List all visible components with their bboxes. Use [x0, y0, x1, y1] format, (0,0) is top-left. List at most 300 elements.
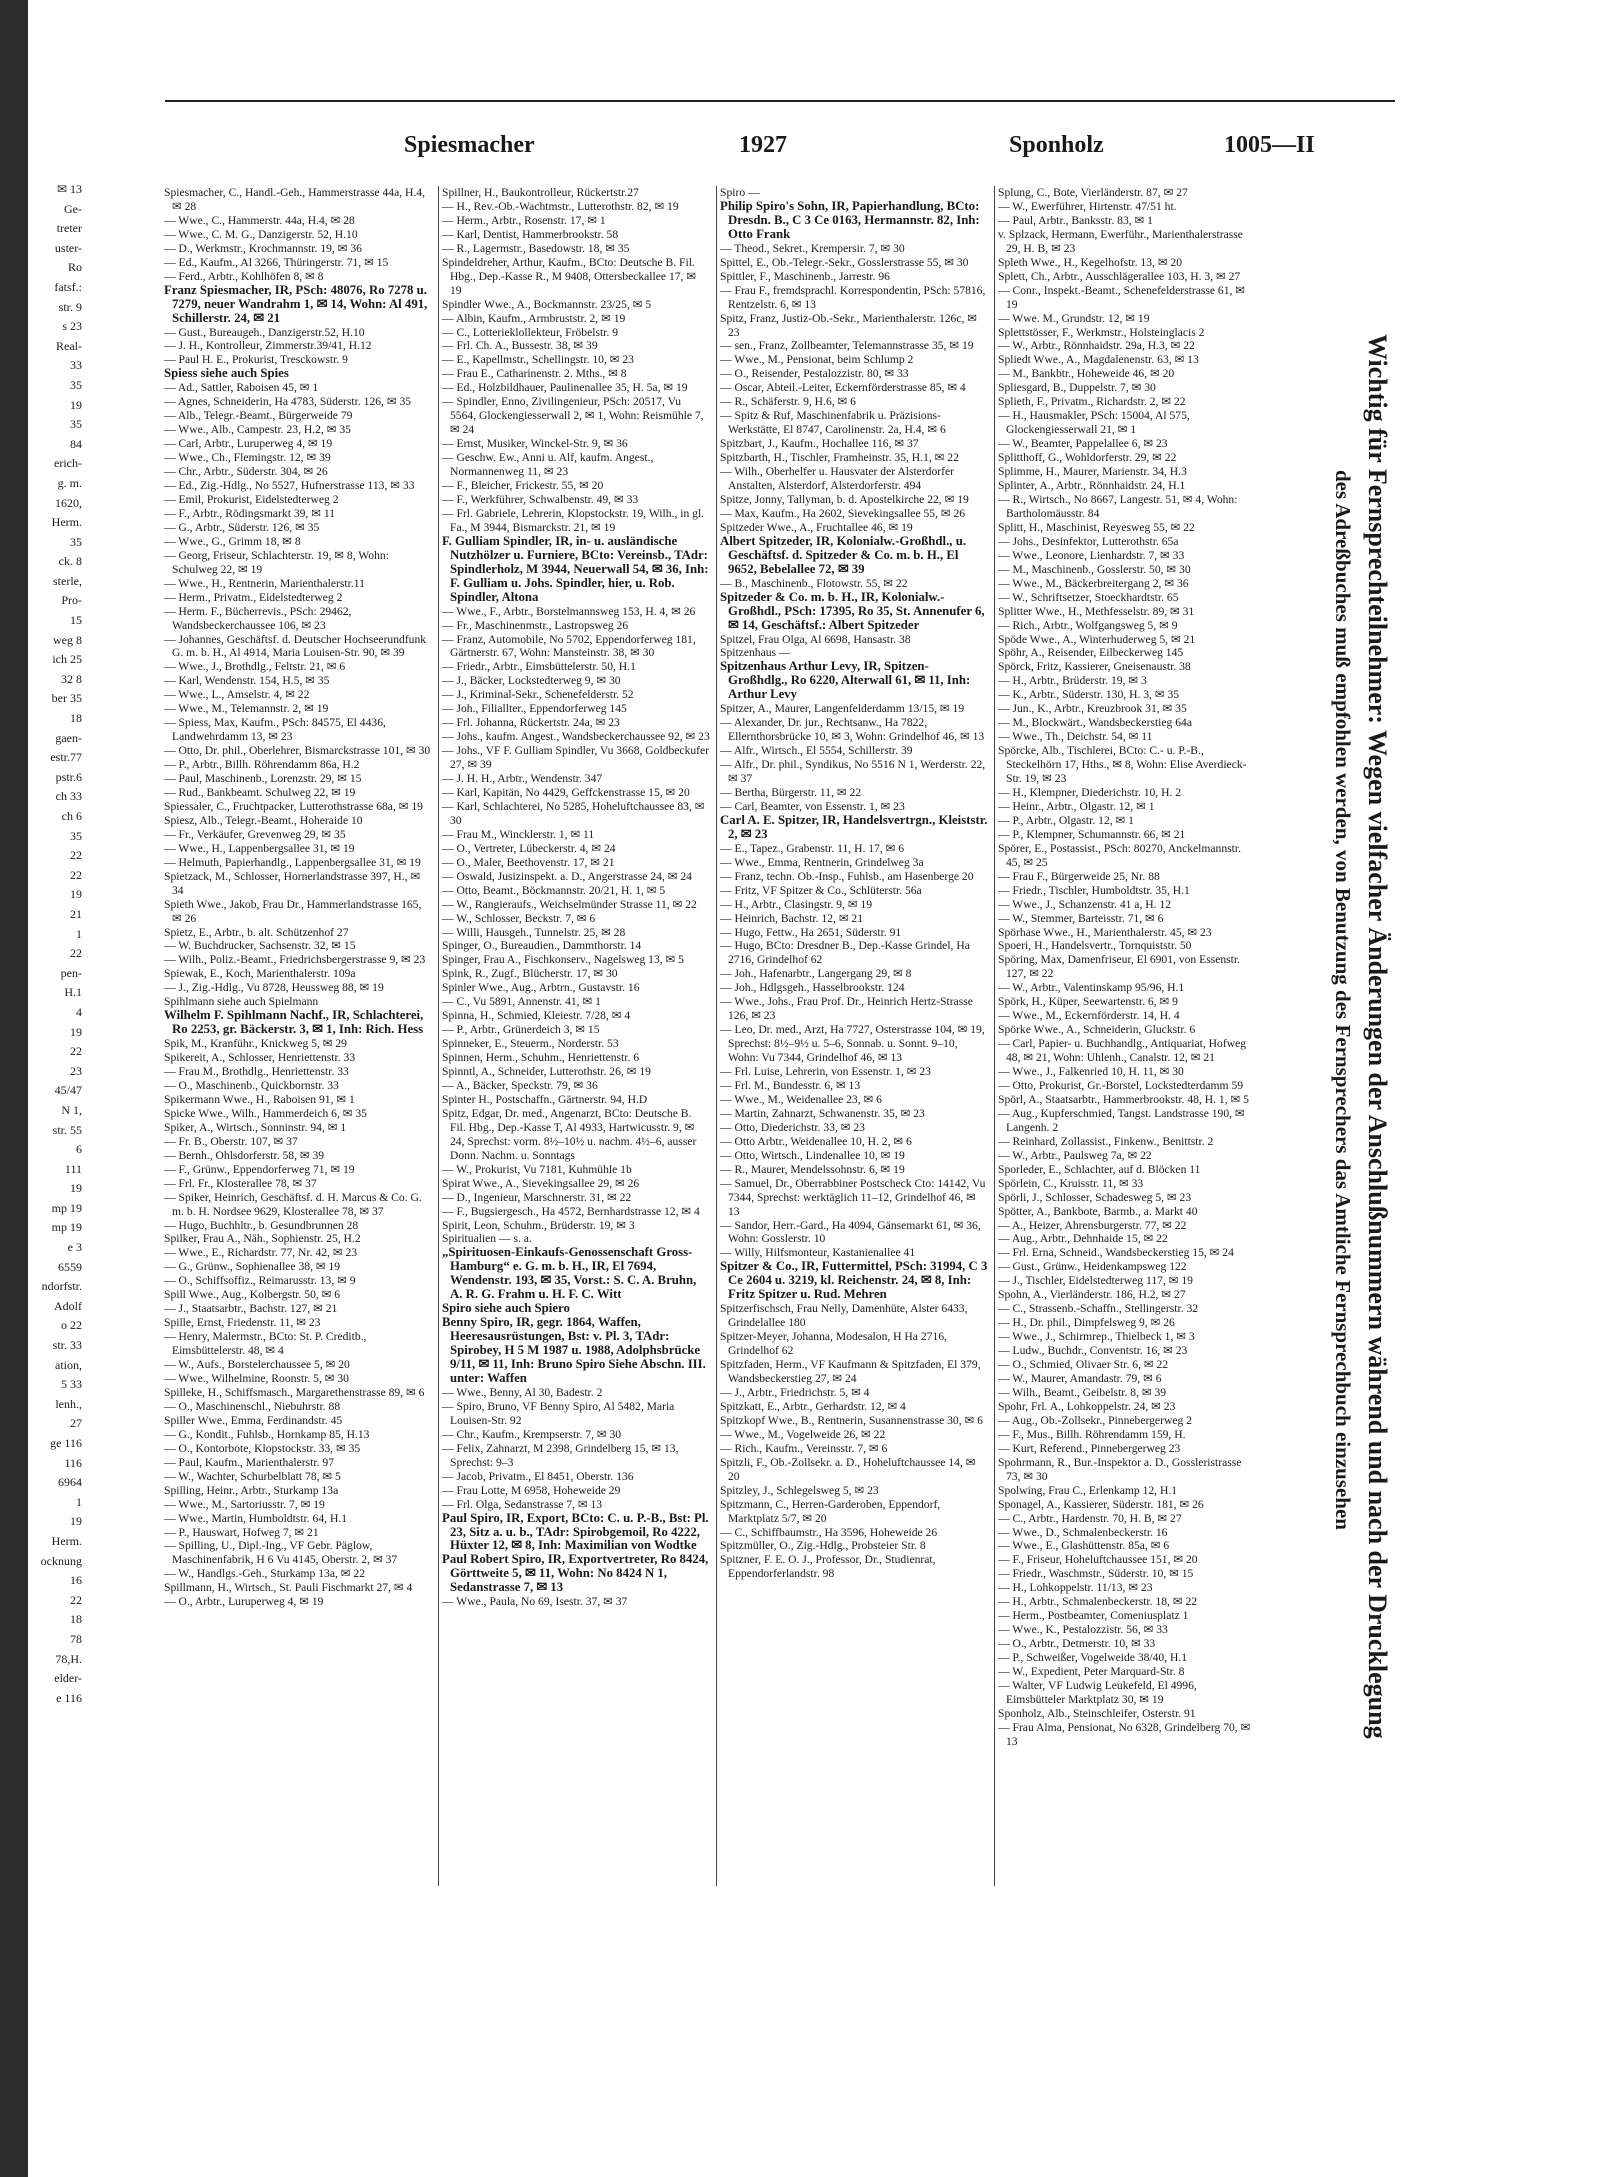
directory-entry: Spinnen, Herm., Schuhm., Henriettenstr. 6	[442, 1051, 640, 1065]
directory-entry: — Spiess, Max, Kaufm., PSch: 84575, El 4436, Landwehrdamm 13, ✉ 23	[164, 716, 386, 744]
directory-entry: — Otto, Beamt., Böckmannstr. 20/21, H. 1, ✉ 5	[442, 883, 666, 897]
directory-entry: — Wwe., G., Grimm 18, ✉ 8	[164, 534, 301, 548]
directory-entry: — H., Hausmakler, PSch: 15004, Al 575, Glockengiesserwall 21, ✉ 1	[998, 409, 1190, 437]
directory-entry: — W., Wachter, Schurbelblatt 78, ✉ 5	[164, 1469, 341, 1483]
directory-entry: — Carl, Papier- u. Buchhandlg., Antiquariat, Hofweg 48, ✉ 21, Wohn: Uhlenh., Canalstr. 12, ✉ 21	[998, 1037, 1247, 1065]
directory-entry: Spietz, E., Arbtr., b. alt. Schützenhof 27	[164, 925, 349, 939]
left-strip-fragment: 6559	[58, 1259, 82, 1274]
directory-entry: — F., Mus., Billh. Röhrendamm 159, H.	[998, 1427, 1186, 1441]
directory-entry: — J. H. H., Arbtr., Wendenstr. 347	[442, 772, 603, 786]
directory-entry: — Joh., Hdlgsgeh., Hasselbrookstr. 124	[720, 981, 905, 995]
directory-entry: Spörck, Fritz, Kassierer, Gneisenaustr. 38	[998, 660, 1191, 674]
directory-entry: — C., Strassenb.-Schaffn., Stellingerstr. 32	[998, 1302, 1199, 1316]
directory-entry: Spikermann Wwe., H., Raboisen 91, ✉ 1	[164, 1092, 355, 1106]
binding-gutter	[0, 0, 28, 2177]
directory-entry: Spill Wwe., Aug., Kolbergstr. 50, ✉ 6	[164, 1288, 341, 1302]
left-strip-fragment: ocknung	[40, 1553, 82, 1568]
directory-entry: Spicke Wwe., Wilh., Hammerdeich 6, ✉ 35	[164, 1106, 367, 1120]
left-strip-fragment: Herm.	[51, 1533, 82, 1548]
directory-entry: — Wwe., M., Eckernförderstr. 14, H. 4	[998, 1009, 1180, 1023]
directory-entry: — Rich., Arbtr., Wolfgangsweg 5, ✉ 9	[998, 618, 1178, 632]
directory-entry: — Albin, Kaufm., Armbruststr. 2, ✉ 19	[442, 311, 626, 325]
directory-entry: Spleth Wwe., H., Kegelhofstr. 13, ✉ 20	[998, 255, 1183, 269]
left-strip-fragment: 4	[76, 1004, 82, 1019]
directory-entry: — Emil, Prokurist, Eidelstedterweg 2	[164, 492, 339, 506]
left-strip-fragment: 21	[70, 906, 82, 921]
left-strip-fragment: 19	[70, 887, 82, 902]
directory-entry: — F., Friseur, Hoheluftchaussee 151, ✉ 20	[998, 1553, 1198, 1567]
directory-entry: — J., Kriminal-Sekr., Schenefelderstr. 52	[442, 688, 634, 702]
left-strip-fragment: str. 33	[52, 1338, 82, 1353]
page-header	[104, 132, 1384, 172]
directory-entry: — Wwe., J., Falkenried 10, H. 11, ✉ 30	[998, 1065, 1184, 1079]
directory-entry: — Rich., Kaufm., Vereinsstr. 7, ✉ 6	[720, 1441, 888, 1455]
directory-entry: — W., Handlgs.-Geh., Sturkamp 13a, ✉ 22	[164, 1567, 365, 1581]
column-3	[720, 186, 988, 2026]
directory-entry: — R., Schäferstr. 9, H.6, ✉ 6	[720, 395, 856, 409]
directory-entry: Spindeldreher, Arthur, Kaufm., BCto: Deutsche B. Fil. Hbg., Dep.-Kasse R., M 9408, Ottersbeckallee 17, ✉ 19	[442, 255, 697, 297]
left-strip-fragment: 6	[76, 1142, 82, 1157]
directory-entry: — Otto, Diederichstr. 33, ✉ 23	[720, 1120, 865, 1134]
directory-entry: — Wwe., M., Bäckerbreitergang 2, ✉ 36	[998, 576, 1189, 590]
directory-entry: Splett, Ch., Arbtr., Ausschlägerallee 103, H. 3, ✉ 27	[998, 269, 1241, 283]
sidebar-notice-main: Wichtig für Fernsprechteilnehmer: Wegen vielfacher Änderungen der Anschlußnummern während und nach der Drucklegung	[1363, 334, 1392, 1739]
directory-entry: Spikereit, A., Schlosser, Henriettenstr. 33	[164, 1051, 356, 1065]
directory-entry: — F., Bugsiergesch., Ha 4572, Bernhardstrasse 12, ✉ 4	[442, 1204, 700, 1218]
directory-entry: — Wwe., Th., Deichstr. 54, ✉ 11	[998, 730, 1153, 744]
directory-entry: — Theod., Sekret., Krempersir. 7, ✉ 30	[720, 241, 905, 255]
directory-entry: — P., Arbtr., Billh. Röhrendamm 86a, H.2	[164, 758, 360, 772]
directory-entry: — Wwe., F., Arbtr., Borstelmannsweg 153, H. 4, ✉ 26	[442, 604, 696, 618]
directory-entry: — Karl, Schlachterei, No 5285, Hoheluftchaussee 83, ✉ 30	[442, 799, 705, 827]
left-strip-fragment: o 22	[61, 1318, 82, 1333]
left-strip-fragment: 78	[70, 1631, 82, 1646]
directory-entry: — Frl. M., Bundesstr. 6, ✉ 13	[720, 1079, 861, 1092]
directory-entry: — G., Arbtr., Süderstr. 126, ✉ 35	[164, 520, 320, 534]
directory-entry: — Johs., VF F. Gulliam Spindler, Vu 3668, Goldbeckufer 27, ✉ 39	[442, 744, 710, 772]
directory-entry: — Ad., Sattler, Raboisen 45, ✉ 1	[164, 381, 319, 395]
directory-entry: — J., Tischler, Eidelstedterweg 117, ✉ 19	[998, 1274, 1193, 1288]
directory-entry: — F., Bleicher, Frickestr. 55, ✉ 20	[442, 479, 604, 493]
directory-entry: Splung, C., Bote, Vierländerstr. 87, ✉ 27	[998, 186, 1188, 199]
directory-entry: — C., Vu 5891, Annenstr. 41, ✉ 1	[442, 995, 601, 1009]
directory-entry: — Herm., Arbtr., Rosenstr. 17, ✉ 1	[442, 213, 606, 227]
directory-entry: Spillmann, H., Wirtsch., St. Pauli Fischmarkt 27, ✉ 4	[164, 1581, 413, 1595]
directory-entry: — J., Staatsarbtr., Bachstr. 127, ✉ 21	[164, 1302, 338, 1316]
left-strip-fragment: ch 33	[55, 789, 82, 804]
directory-entry: Spietzack, M., Schlosser, Hornerlandstrasse 397, H., ✉ 34	[164, 869, 421, 897]
directory-entry: — W., Arbtr., Rönnhaidstr. 29a, H.3, ✉ 22	[998, 339, 1195, 353]
directory-entry: Spitzer-Meyer, Johanna, Modesalon, H Ha 2716, Grindelhof 62	[720, 1330, 947, 1358]
left-strip-fragment: 32 8	[61, 671, 82, 686]
directory-entry: Spitzenhaus Arthur Levy, IR, Spitzen-Großhdlg., Ro 6220, Alterwall 61, ✉ 11, Inh: Arthur Levy	[720, 659, 971, 702]
directory-entry: — Wwe., Emma, Rentnerin, Grindelweg 3a	[720, 855, 924, 869]
directory-entry: Carl A. E. Spitzer, IR, Handelsvertrgn., Kleiststr. 2, ✉ 23	[720, 812, 988, 841]
directory-entry: — Frl. Fr., Klosterallee 78, ✉ 37	[164, 1176, 317, 1190]
directory-entry: — Franz, techn. Ob.-Insp., Fuhlsb., am Hasenberge 20	[720, 869, 974, 883]
left-strip-fragment: Pro-	[61, 593, 82, 608]
left-strip-fragment: treter	[56, 221, 82, 236]
directory-entry: Spindler Wwe., A., Bockmannstr. 23/25, ✉ 5	[442, 297, 652, 311]
directory-entry: Spörli, J., Schlosser, Schadesweg 5, ✉ 23	[998, 1190, 1192, 1204]
directory-entry: — B., Maschinenb., Flotowstr. 55, ✉ 22	[720, 576, 908, 590]
directory-entry: Spitz, Franz, Justiz-Ob.-Sekr., Marienthalerstr. 126c, ✉ 23	[720, 311, 977, 339]
directory-entry: Albert Spitzeder, IR, Kolonialw.-Großhdl., u. Geschäftsf. d. Spitzeder & Co. m. b. H., El 9652, Bebelallee 72, ✉ 39	[720, 533, 967, 576]
directory-entry: — Johs., Desinfektor, Lutterothstr. 65a	[998, 534, 1179, 548]
left-strip-fragment: str. 9	[58, 299, 82, 314]
left-strip-fragment: ch 6	[61, 809, 82, 823]
directory-entry: — R., Wirtsch., No 8667, Langestr. 51, ✉ 4, Wohn: Bartholomäusstr. 84	[998, 492, 1238, 520]
left-strip-fragment: e 3	[67, 1240, 82, 1255]
directory-entry: — Wwe., E., Richardstr. 77, Nr. 42, ✉ 23	[164, 1246, 358, 1260]
directory-entry: — H., Rev.-Ob.-Wachtmstr., Lutterothstr. 82, ✉ 19	[442, 199, 679, 213]
directory-entry: — Fr. B., Oberstr. 107, ✉ 37	[164, 1134, 298, 1148]
directory-entry: — Frau E., Catharinenstr. 2. Mths., ✉ 8	[442, 367, 627, 381]
previous-page-strip	[28, 180, 88, 1880]
directory-entry: Spitzel, Frau Olga, Al 6698, Hansastr. 38	[720, 632, 911, 646]
page-number: 1005—II	[1224, 132, 1315, 158]
directory-entry: — Wwe., J., Schirmrep., Thielbeck 1, ✉ 3	[998, 1330, 1195, 1344]
directory-entry: — C., Schiffbaumstr., Ha 3596, Hoheweide 26	[720, 1525, 938, 1539]
directory-entry: Splitter Wwe., H., Methfesselstr. 89, ✉ 31	[998, 604, 1195, 618]
directory-entry: — Frau M., Brothdlg., Henriettenstr. 33	[164, 1065, 349, 1079]
directory-entry: Spinler Wwe., Aug., Arbtrn., Gustavstr. 16	[442, 981, 640, 995]
directory-entry: — O., Maschinenb., Quickbornstr. 33	[164, 1079, 339, 1092]
directory-entry: — Ed., Kaufm., Al 3266, Thüringerstr. 71, ✉ 15	[164, 255, 389, 269]
directory-entry: — Herm. F., Bücherrevis., PSch: 29462, Wandsbeckerchaussee 106, ✉ 23	[164, 604, 352, 632]
directory-entry: — Helmuth, Papierhandlg., Lappenbergsallee 31, ✉ 19	[164, 855, 421, 869]
directory-entry: — Frau Lotte, M 6958, Hoheweide 29	[442, 1483, 621, 1497]
directory-entry: Spinger, Frau A., Fischkonserv., Nagelsweg 13, ✉ 5	[442, 953, 684, 967]
directory-entry: — W., Rangieraufs., Weichselmünder Strasse 11, ✉ 22	[442, 897, 697, 911]
left-strip-fragment: 15	[70, 613, 82, 628]
directory-entry: Splinter, A., Arbtr., Rönnhaidstr. 24, H.1	[998, 479, 1186, 493]
column-4	[998, 186, 1258, 2026]
directory-entry: — Wwe. M., Grundstr. 12, ✉ 19	[998, 311, 1150, 325]
directory-entry: — Gust., Bureaugeh., Danzigerstr.52, H.10	[164, 325, 365, 339]
directory-entry: — Wwe., H., Lappenbergsallee 31, ✉ 19	[164, 841, 355, 855]
directory-entry: — Frl. Erna, Schneid., Wandsbeckerstieg 15, ✉ 24	[998, 1246, 1234, 1260]
directory-entry: — Wwe., Leonore, Lienhardstr. 7, ✉ 33	[998, 548, 1185, 562]
left-strip-fragment: ndorfstr.	[41, 1279, 82, 1294]
directory-entry: — Aug., Ob.-Zollsekr., Pinnebergerweg 2	[998, 1413, 1192, 1427]
directory-entry: — Wwe., C. M. G., Danzigerstr. 52, H.10	[164, 227, 358, 241]
header-year: 1927	[739, 132, 787, 158]
directory-entry: Spörk, H., Küper, Seewartenstr. 6, ✉ 9	[998, 995, 1178, 1009]
directory-entry: — Hugo, Buchhltr., b. Gesundbrunnen 28	[164, 1218, 359, 1232]
directory-entry: — O., Maler, Beethovenstr. 17, ✉ 21	[442, 855, 615, 869]
directory-entry: — H., Arbtr., Brüderstr. 19, ✉ 3	[998, 674, 1147, 688]
left-strip-fragment: uster-	[54, 240, 82, 255]
directory-entry: — Frl. Luise, Lehrerin, von Essenstr. 1, ✉ 23	[720, 1065, 931, 1079]
directory-entry: — W., Maurer, Amandastr. 79, ✉ 6	[998, 1372, 1162, 1386]
left-strip-fragment: 35	[70, 417, 82, 432]
directory-entry: — Kurt, Referend., Pinnebergerweg 23	[998, 1441, 1181, 1455]
directory-entry: — Franz, Automobile, No 5702, Eppendorferweg 181, Gärtnerstr. 67, Wohn: Mansteinstr. 38, ✉ 30	[442, 632, 696, 660]
directory-entry: Paul Spiro, IR, Export, BCto: C. u. P.-B., Bst: Pl. 23, Sitz a. u. b., TAdr: Spirobgemoil, Ro 4222, Hüxter 12, ✉ 8, Inh: Maximilian von Wodtke	[442, 1510, 709, 1553]
directory-entry: — Otto, Wirtsch., Lindenallee 10, ✉ 19	[720, 1148, 905, 1162]
left-strip-fragment: fatsf.:	[54, 279, 82, 294]
directory-entry: Spörl, A., Staatsarbtr., Hammerbrookstr. 48, H. 1, ✉ 5	[998, 1092, 1249, 1106]
directory-entry: Spitzenhaus —	[720, 646, 791, 660]
directory-entry: Franz Spiesmacher, IR, PSch: 48076, Ro 7278 u. 7279, neuer Wandrahm 1, ✉ 14, Wohn: Al 491, Schillerstr. 24, ✉ 21	[164, 282, 428, 325]
directory-entry: Wilhelm F. Spihlmann Nachf., IR, Schlachterei, Ro 2253, gr. Bäckerstr. 3, ✉ 1, Inh: Rich. Hess	[164, 1008, 424, 1037]
directory-entry: — O., Vertreter, Lübeckerstr. 4, ✉ 24	[442, 841, 616, 855]
directory-entry: — W., Beamter, Pappelallee 6, ✉ 23	[998, 437, 1168, 451]
directory-entry: Spitzley, J., Schlegelsweg 5, ✉ 23	[720, 1483, 879, 1497]
directory-entry: Spiro siehe auch Spiero	[442, 1301, 570, 1316]
directory-entry: — Paul H. E., Prokurist, Tresckowstr. 9	[164, 353, 348, 367]
directory-entry: Spohn, A., Vierländerstr. 186, H.2, ✉ 27	[998, 1288, 1186, 1302]
left-strip-fragment: 1620,	[55, 495, 82, 510]
directory-entry: Sporleder, E., Schlachter, auf d. Blöcken 11	[998, 1162, 1201, 1176]
directory-entry: — O., Arbtr., Detmerstr. 10, ✉ 33	[998, 1637, 1156, 1651]
left-strip-fragment: ber 35	[51, 691, 82, 706]
directory-entry: — W., Arbtr., Paulsweg 7a, ✉ 22	[998, 1148, 1152, 1162]
left-strip-fragment: Herm.	[51, 515, 82, 530]
directory-entry: — J., Arbtr., Friedrichstr. 5, ✉ 4	[720, 1385, 870, 1399]
left-strip-fragment: gaen-	[55, 730, 82, 745]
directory-entry: — Reinhard, Zollassist., Finkenw., Benittstr. 2	[998, 1134, 1214, 1148]
column-divider	[716, 186, 717, 1886]
left-strip-fragment: 1	[76, 926, 82, 941]
directory-entry: — Wwe., K., Pestalozzistr. 56, ✉ 33	[998, 1623, 1168, 1637]
directory-entry: Spiesz, Alb., Telegr.-Beamt., Hoheraide 10	[164, 813, 363, 827]
directory-entry: — H., Arbtr., Clasingstr. 9, ✉ 19	[720, 897, 873, 911]
directory-entry: — Johannes, Geschäftsf. d. Deutscher Hochseerundfunk G. m. b. H., Al 4914, Maria Louisen-Str. 90, ✉ 39	[164, 632, 427, 660]
directory-entry: — Wwe., Benny, Al 30, Badestr. 2	[442, 1385, 603, 1399]
left-strip-fragment: elder-	[54, 1671, 82, 1686]
directory-entry: — Friedr., Waschmstr., Süderstr. 10, ✉ 15	[998, 1567, 1194, 1581]
directory-entry: Sponholz, Alb., Steinschleifer, Osterstr. 91	[998, 1706, 1196, 1720]
directory-entry: — Frau Alma, Pensionat, No 6328, Grindelberg 70, ✉ 13	[998, 1720, 1251, 1748]
directory-entry: Spitzbarth, H., Tischler, Framheinstr. 35, H.1, ✉ 22	[720, 451, 959, 465]
directory-entry: Spötter, A., Bankbote, Barmb., a. Markt 40	[998, 1204, 1198, 1218]
directory-entry: — Friedr., Arbtr., Eimsbüttelerstr. 50, H.1	[442, 660, 636, 674]
directory-entry: — Bertha, Bürgerstr. 11, ✉ 22	[720, 785, 862, 799]
directory-entry: — Heinrich, Bachstr. 12, ✉ 21	[720, 911, 864, 925]
left-strip-fragment: s 23	[62, 319, 82, 334]
directory-entry: — Wwe., Ch., Flemingstr. 12, ✉ 39	[164, 451, 331, 465]
left-strip-fragment: 22	[70, 1592, 82, 1607]
left-strip-fragment: N 1,	[61, 1102, 82, 1117]
directory-entry: Spiessaler, C., Fruchtpacker, Lutterothstrasse 68a, ✉ 19	[164, 799, 423, 813]
directory-entry: Spitzner, F. E. O. J., Professor, Dr., Studienrat, Eppendorferlandstr. 98	[720, 1553, 936, 1581]
left-strip-fragment: 19	[70, 1024, 82, 1039]
directory-entry: Spinter H., Postschaffn., Gärtnerstr. 94, H.D	[442, 1092, 648, 1106]
directory-entry: Spitzli, F., Ob.-Zollsekr. a. D., Hoheluftchaussee 14, ✉ 20	[720, 1455, 976, 1483]
directory-entry: Spiro —	[720, 186, 760, 199]
directory-entry: — O., Schmied, Olivaer Str. 6, ✉ 22	[998, 1358, 1169, 1372]
directory-entry: — Oswald, Jusizinspekt. a. D., Angerstrasse 24, ✉ 24	[442, 869, 692, 883]
directory-entry: — Jun., K., Arbtr., Kreuzbrook 31, ✉ 35	[998, 702, 1187, 716]
directory-entry: — Samuel, Dr., Oberrabbiner Postscheck Cto: 14142, Vu 7344, Sprechst: werktäglich 11–12, Grindelhof 46, ✉ 13	[720, 1176, 986, 1218]
directory-entry: — E., Tapez., Grabenstr. 11, H. 17, ✉ 6	[720, 841, 905, 855]
left-strip-fragment: lenh.,	[55, 1396, 82, 1411]
left-strip-fragment: ation,	[55, 1357, 82, 1372]
directory-entry: Spiller Wwe., Emma, Ferdinandstr. 45	[164, 1413, 343, 1427]
left-strip-fragment: H.1	[64, 985, 82, 1000]
directory-entry: — Karl, Wendenstr. 154, H.5, ✉ 35	[164, 674, 330, 688]
directory-entry: „Spirituosen-Einkaufs-Genossenschaft Gross-Hamburg“ e. G. m. b. H., IR, El 7694, Wendenstr. 193, ✉ 35, Vorst.: S. C. A. Bruhn, A. R. G. Frahm u. H. F. C. Witt	[442, 1245, 697, 1302]
directory-entry: Spitzkatt, E., Arbtr., Gerhardstr. 12, ✉ 4	[720, 1399, 906, 1413]
directory-entry: — O., Reisender, Pestalozzistr. 80, ✉ 33	[720, 367, 909, 381]
directory-entry: — Wilh., Beamt., Geibelstr. 8, ✉ 39	[998, 1385, 1167, 1399]
directory-entry: — M., Bankbtr., Hoheweide 46, ✉ 20	[998, 367, 1175, 381]
directory-entry: — Fritz, VF Spitzer & Co., Schlüterstr. 56a	[720, 883, 922, 897]
directory-entry: Sponagel, A., Kassierer, Süderstr. 181, ✉ 26	[998, 1497, 1204, 1511]
directory-entry: Spörhase Wwe., H., Marienthalerstr. 45, ✉ 23	[998, 925, 1212, 939]
directory-entry: — Rud., Bankbeamt. Schulweg 22, ✉ 19	[164, 785, 356, 799]
directory-entry: — Aug., Kupferschmied, Tangst. Landstrasse 190, ✉ Langenh. 2	[998, 1106, 1245, 1134]
directory-entry: — Otto, Dr. phil., Oberlehrer, Bismarckstrasse 101, ✉ 30	[164, 744, 431, 758]
directory-entry: — Conr., Inspekt.-Beamt., Schenefelderstrasse 61, ✉ 19	[998, 283, 1246, 311]
directory-entry: — sen., Franz, Zollbeamter, Telemannstrasse 35, ✉ 19	[720, 339, 974, 353]
left-strip-fragment: 111	[64, 1161, 82, 1176]
directory-entry: — J., Bäcker, Lockstedterweg 9, ✉ 30	[442, 674, 621, 688]
left-strip-fragment: mp 19	[51, 1200, 82, 1215]
directory-entry: — H., Lohkoppelstr. 11/13, ✉ 23	[998, 1581, 1153, 1595]
directory-entry: — P., Arbtr., Olgastr. 12, ✉ 1	[998, 813, 1134, 827]
directory-entry: Spörer, E., Postassist., PSch: 80270, Anckelmannstr. 45, ✉ 25	[998, 841, 1242, 869]
left-strip-fragment: Adolf	[54, 1298, 82, 1313]
directory-entry: — G., Grünw., Sophienallee 38, ✉ 19	[164, 1260, 341, 1274]
directory-entry: — R., Lagermstr., Basedowstr. 18, ✉ 35	[442, 241, 630, 255]
directory-entry: Splitthoff, G., Wohldorferstr. 29, ✉ 22	[998, 451, 1177, 465]
directory-entry: — Heinr., Arbtr., Olgastr. 12, ✉ 1	[998, 799, 1155, 813]
left-strip-fragment: e 116	[56, 1690, 82, 1705]
left-strip-fragment: 78,H.	[55, 1651, 82, 1666]
directory-entry: — Chr., Kaufm., Krempserstr. 7, ✉ 30	[442, 1427, 622, 1441]
directory-entry: — C., Arbtr., Hardenstr. 70, H. B, ✉ 27	[998, 1511, 1182, 1525]
left-strip-fragment: 16	[70, 1573, 82, 1588]
directory-entry: Spitzmann, C., Herren-Garderoben, Eppendorf, Marktplatz 5/7, ✉ 20	[720, 1497, 941, 1525]
left-strip-fragment: Ro	[67, 260, 82, 275]
directory-entry: Spliesgard, B., Duppelstr. 7, ✉ 30	[998, 381, 1156, 395]
directory-entry: — Chr., Arbtr., Süderstr. 304, ✉ 26	[164, 465, 328, 479]
directory-entry: — O., Kontorbote, Klopstockstr. 33, ✉ 35	[164, 1441, 361, 1455]
left-strip-fragment: sterle,	[53, 573, 82, 588]
directory-entry: — W., Prokurist, Vu 7181, Kuhmühle 1b	[442, 1162, 632, 1176]
directory-entry: — Alb., Telegr.-Beamt., Bürgerweide 79	[164, 409, 353, 423]
directory-entry: Spohrmann, R., Bur.-Inspektor a. D., Gossleristrasse 73, ✉ 30	[998, 1455, 1242, 1483]
directory-entry: Spiritualien — s. a.	[442, 1232, 532, 1246]
directory-entry: — Johs., kaufm. Angest., Wandsbeckerchaussee 92, ✉ 23	[442, 730, 710, 744]
directory-entry: — K., Arbtr., Süderstr. 130, H. 3, ✉ 35	[998, 688, 1180, 702]
directory-entry: — F., Arbtr., Rödingsmarkt 39, ✉ 11	[164, 506, 335, 520]
column-divider	[994, 186, 995, 1886]
directory-entry: — Max, Kaufm., Ha 2602, Sievekingsallee 55, ✉ 26	[720, 506, 966, 520]
directory-entry: — Karl, Kapitän, No 4429, Geffckenstrasse 15, ✉ 20	[442, 785, 690, 799]
directory-entry: Spieth Wwe., Jakob, Frau Dr., Hammerlandstrasse 165, ✉ 26	[164, 897, 422, 925]
directory-entry: Splieth, F., Privatm., Richardstr. 2, ✉ 22	[998, 395, 1186, 409]
directory-entry: Spille, Ernst, Friedenstr. 11, ✉ 23	[164, 1316, 321, 1330]
left-strip-fragment: mp 19	[51, 1220, 82, 1235]
directory-entry: — H., Arbtr., Schmalenbeckerstr. 18, ✉ 22	[998, 1595, 1198, 1609]
directory-entry: Spitzeder & Co. m. b. H., IR, Kolonialw.-Großhdl., PSch: 17395, Ro 35, St. Annenufer 6, ✉ 14, Geschäftsf.: Albert Spitzeder	[720, 589, 985, 632]
left-strip-fragment: ck. 8	[58, 554, 82, 569]
left-strip-fragment: 22	[70, 867, 82, 882]
directory-entry: — Wilh., Poliz.-Beamt., Friedrichsbergerstrasse 9, ✉ 23	[164, 953, 426, 967]
column-divider	[438, 186, 439, 1886]
left-strip-fragment: 22	[70, 848, 82, 863]
directory-entry: — Wwe., Johs., Frau Prof. Dr., Heinrich Hertz-Strasse 126, ✉ 23	[720, 995, 973, 1023]
left-strip-fragment: g. m.	[57, 475, 82, 490]
directory-entry: Spöde Wwe., A., Winterhuderweg 5, ✉ 21	[998, 632, 1196, 646]
directory-entry: — Ed., Holzbildhauer, Paulinenallee 35, H. 5a, ✉ 19	[442, 381, 688, 395]
directory-entry: Splitt, H., Maschinist, Reyesweg 55, ✉ 22	[998, 520, 1195, 534]
directory-entry: Spöring, Max, Damenfriseur, El 6901, von Essenstr. 127, ✉ 22	[998, 953, 1241, 981]
left-strip-fragment: ✉ 13	[56, 182, 82, 196]
directory-entry: — Fr., Maschinenmstr., Lastropsweg 26	[442, 618, 629, 632]
left-strip-fragment: 35	[70, 828, 82, 843]
left-strip-fragment: 5 33	[61, 1377, 82, 1392]
left-strip-fragment: ge 116	[50, 1436, 82, 1450]
directory-entry: Splimme, H., Maurer, Marienstr. 34, H.3	[998, 465, 1187, 479]
directory-entry: — Wwe., Wilhelmine, Roonstr. 5, ✉ 30	[164, 1372, 349, 1386]
directory-entry: F. Gulliam Spindler, IR, in- u. ausländische Nutzhölzer u. Furniere, BCto: Vereinsb., TAdr: Spindlerholz, M 3944, Neuerwall 54, ✉ 36, Inh: F. Gulliam u. Johs. Spindler, hier, u. Rob. Spindler, Altona	[442, 533, 709, 604]
directory-entry: — Ludw., Buchdr., Conventstr. 16, ✉ 23	[998, 1344, 1188, 1358]
left-strip-fragment: ich 25	[52, 652, 82, 667]
directory-entry: — Karl, Dentist, Hammerbrookstr. 58	[442, 227, 619, 241]
directory-entry: — M., Maschinenb., Gosslerstr. 50, ✉ 30	[998, 562, 1191, 576]
directory-entry: Spörlein, C., Kruisstr. 11, ✉ 33	[998, 1176, 1144, 1190]
directory-entry: — O., Arbtr., Luruperweg 4, ✉ 19	[164, 1595, 324, 1609]
directory-entry: Spiker, A., Wirtsch., Sonninstr. 94, ✉ 1	[164, 1120, 347, 1134]
directory-entry: Philip Spiro's Sohn, IR, Papierhandlung, BCto: Dresdn. B., C 3 Ce 0163, Hermannstr. 82, Inh: Otto Frank	[720, 198, 980, 241]
directory-entry: — W., Schriftsetzer, Stoeckhardtstr. 65	[998, 590, 1179, 604]
directory-entry: — Henry, Malermstr., BCto: St. P. Creditb., Eimsbüttelerstr. 48, ✉ 4	[164, 1330, 367, 1358]
left-strip-fragment: 19	[70, 1514, 82, 1529]
directory-entry: — D., Werkmstr., Krochmannstr. 19, ✉ 36	[164, 241, 362, 255]
left-strip-fragment: 19	[70, 1181, 82, 1196]
left-strip-fragment: 84	[70, 436, 82, 451]
directory-entry: — Otto Arbtr., Weidenallee 10, H. 2, ✉ 6	[720, 1134, 912, 1148]
directory-entry: — Wwe., Alb., Campestr. 23, H.2, ✉ 35	[164, 423, 351, 437]
directory-entry: — Frl. Olga, Sedanstrasse 7, ✉ 13	[442, 1497, 603, 1511]
directory-entry: — A., Bäcker, Speckstr. 79, ✉ 36	[442, 1079, 598, 1092]
directory-entry: — Wwe., E., Glashüttenstr. 85a, ✉ 6	[998, 1539, 1170, 1553]
directory-entry: — Leo, Dr. med., Arzt, Ha 7727, Osterstrasse 104, ✉ 19, Sprechst: 8½–9½ u. 5–6, Sonnab. u. Sonnt. 9–10, Wohn: Vu 7344, Grindelhof 46, ✉ 13	[720, 1023, 985, 1065]
left-strip-fragment: 35	[70, 377, 82, 392]
directory-entry: — Bernh., Ohlsdorferstr. 58, ✉ 39	[164, 1148, 325, 1162]
directory-entry: — Wwe., Paula, No 69, Isestr. 37, ✉ 37	[442, 1595, 628, 1609]
directory-entry: — Friedr., Tischler, Humboldtstr. 35, H.1	[998, 883, 1190, 897]
directory-entry: — Alfr., Dr. phil., Syndikus, No 5516 N 1, Werderstr. 22, ✉ 37	[720, 758, 986, 786]
directory-entry: — Spiro, Bruno, VF Benny Spiro, Al 5482, Maria Louisen-Str. 92	[442, 1399, 675, 1427]
directory-entry: — Wwe., H., Rentnerin, Marienthalerstr.11	[164, 576, 365, 590]
directory-entry: — Walter, VF Ludwig Leukefeld, El 4996, Eimsbütteler Marktplatz 30, ✉ 19	[998, 1678, 1197, 1706]
directory-entry: — C., Lotterieklollekteur, Fröbelstr. 9	[442, 325, 618, 339]
directory-entry: Spolwing, Frau C., Erlenkamp 12, H.1	[998, 1483, 1178, 1497]
left-strip-fragment: pstr.6	[55, 769, 82, 784]
directory-entry: Spillner, H., Baukontrolleur, Rückertstr.27	[442, 186, 639, 199]
directory-entry: — Martin, Zahnarzt, Schwanenstr. 35, ✉ 23	[720, 1106, 925, 1120]
directory-entry: — Frl. Gabriele, Lehrerin, Klopstockstr. 19, Wilh., in gl. Fa., M 3944, Bismarckstr. 21, ✉ 19	[442, 506, 705, 534]
directory-entry: Spittel, E., Ob.-Telegr.-Sekr., Gosslerstrasse 55, ✉ 30	[720, 255, 969, 269]
directory-entry: Spinger, O., Bureaudien., Dammthorstr. 14	[442, 939, 642, 953]
directory-entry: — Felix, Zahnarzt, M 2398, Grindelberg 15, ✉ 13, Sprechst: 9–3	[442, 1441, 679, 1469]
header-rule	[165, 100, 1395, 102]
directory-entry: — Sandor, Herr.-Gard., Ha 4094, Gänsemarkt 61, ✉ 36, Wohn: Gosslerstr. 10	[720, 1218, 981, 1246]
directory-entry: — Fr., Verkäufer, Grevenweg 29, ✉ 35	[164, 827, 346, 841]
directory-entry: Spilleke, H., Schiffsmasch., Margarethenstrasse 89, ✉ 6	[164, 1385, 425, 1399]
left-strip-fragment: Real-	[56, 338, 82, 353]
directory-entry: — Ed., Zig.-Hdlg., No 5527, Hufnerstrasse 113, ✉ 33	[164, 479, 415, 493]
directory-entry: — Spilling, U., Dipl.-Ing., VF Gebr. Päglow, Maschinenfabrik, H 6 Vu 4145, Oberstr. 2, ✉ 37	[164, 1539, 398, 1567]
directory-entry: — Oscar, Abteil.-Leiter, Eckernförderstrasse 85, ✉ 4	[720, 381, 966, 395]
directory-entry: — W., Arbtr., Valentinskamp 95/96, H.1	[998, 981, 1185, 995]
